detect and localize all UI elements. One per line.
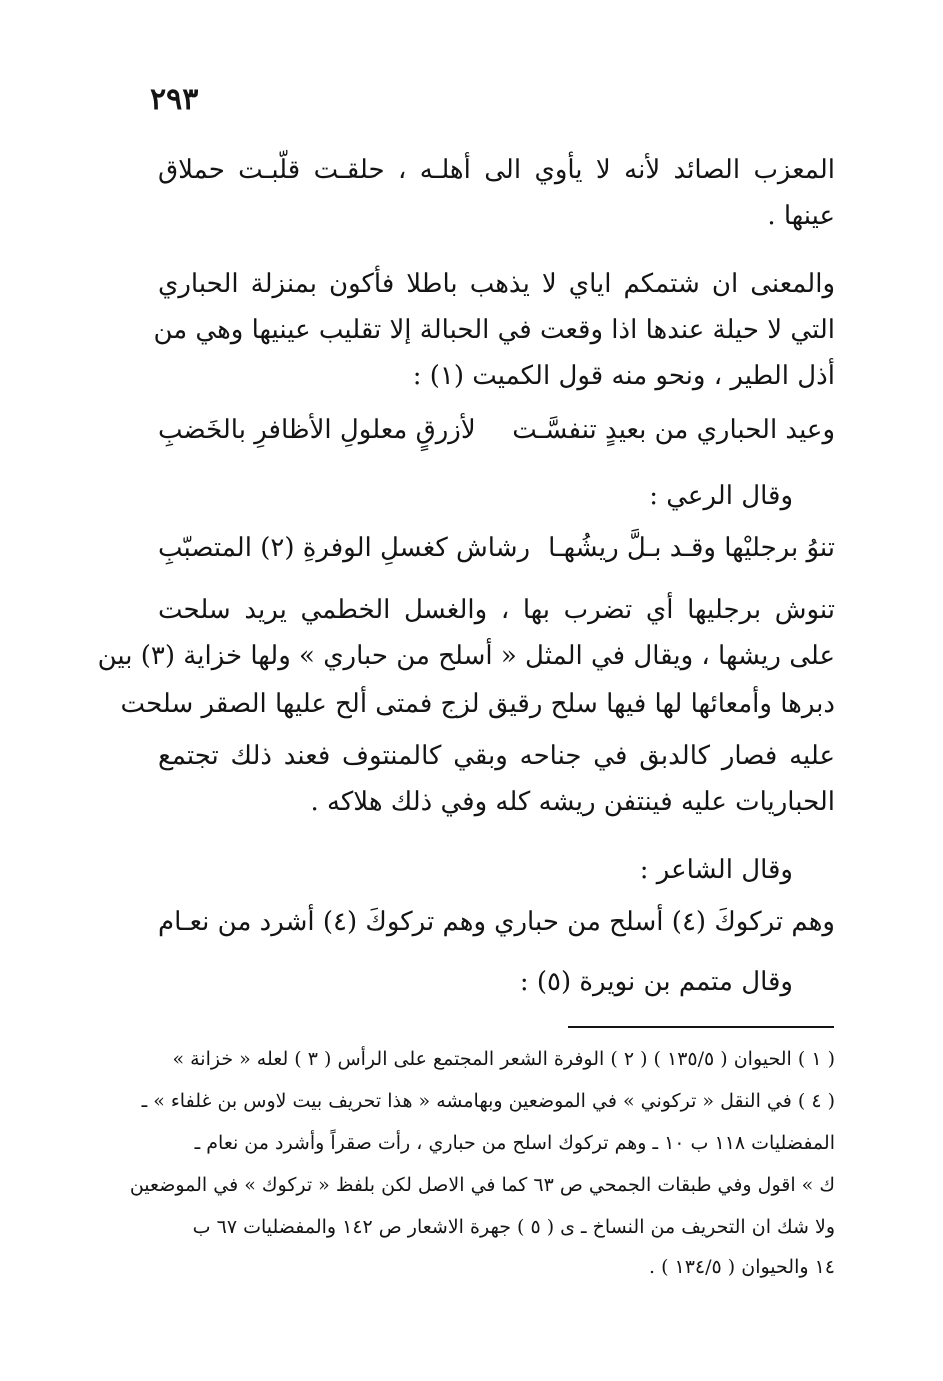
body-line: المعزب الصائد لأنه لا يأوي الى أهلـه ، حلقـت قلّبـت حملاق bbox=[158, 155, 835, 185]
commentary-line: عليه فصار كالدبق في جناحه وبقي كالمنتوف فعند ذلك تجتمع bbox=[158, 741, 835, 771]
verse-3-first-hemistich: وهم تركوكَ (٤) أسلح من حباري bbox=[494, 907, 835, 937]
body-line: التي لا حيلة عندها اذا وقعت في الحبالة إلا تقليب عينيها وهي من bbox=[153, 315, 835, 345]
verse-3-second-hemistich: وهم تركوكَ (٤) أشرد من نعـام bbox=[158, 907, 487, 937]
commentary-line: دبرها وأمعائها لها فيها سلح رقيق لزج فمتى ألح عليها الصقر سلحت bbox=[120, 689, 835, 719]
verse-intro: وقال متمم بن نويرة (٥) : bbox=[519, 967, 793, 997]
verse-2-first-hemistich: تنوُ برجليْها وقـد بـلَّ ريشُهـا bbox=[548, 533, 835, 563]
body-line: أذل الطير ، ونحو منه قول الكميت (١) : bbox=[412, 361, 835, 391]
verse-1-first-hemistich: وعيد الحباري من بعيدٍ تنفسَّـت bbox=[512, 415, 835, 445]
footnote-line: المفضليات ١١٨ ب ١٠ ـ وهم تركوك اسلح من حباري ، رأت صقراً وأشرد من نعام ـ bbox=[194, 1132, 835, 1154]
body-line: عينها . bbox=[767, 201, 835, 231]
verse-2-second-hemistich: رشاش كغسلِ الوفرةِ (٢) المتصبّبِ bbox=[158, 533, 531, 563]
footnote-line: ١٤ والحيوان ( ١٣٤/٥ ) . bbox=[648, 1256, 835, 1278]
verse-1-second-hemistich: لأزرقٍ معلولِ الأظافرِ بالخَضبِ bbox=[158, 415, 476, 445]
verse-2 bbox=[158, 528, 835, 568]
verse-intro: وقال الشاعر : bbox=[639, 855, 793, 885]
footnote-separator bbox=[568, 1026, 834, 1028]
verse-intro: وقال الرعي : bbox=[649, 481, 793, 511]
footnote-line: ( ١ ) الحيوان ( ١٣٥/٥ ) ( ٢ ) الوفرة الشعر المجتمع على الرأس ( ٣ ) لعله « خزانة » bbox=[172, 1048, 835, 1070]
page-number: ٢٩٣ bbox=[150, 82, 199, 117]
verse-1 bbox=[158, 410, 835, 450]
footnote-line: ولا شك ان التحريف من النساخ ـ ى ( ٥ ) جهرة الاشعار ص ١٤٢ والمفضليات ٦٧ ب bbox=[192, 1216, 835, 1238]
commentary-line: الحباريات عليه فينتفن ريشه كله وفي ذلك هلاكه . bbox=[310, 787, 835, 817]
body-line: والمعنى ان شتمكم اياي لا يذهب باطلا فأكون بمنزلة الحباري bbox=[158, 269, 835, 299]
verse-3 bbox=[158, 902, 835, 942]
commentary-line: تنوش برجليها أي تضرب بها ، والغسل الخطمي يريد سلحت bbox=[158, 595, 835, 625]
footnote-line: ( ٤ ) في النقل « تركوني » في الموضعين وبهامشه « هذا تحريف بيت لاوس بن غلفاء » ـ bbox=[141, 1090, 835, 1112]
footnote-line: ك » اقول وفي طبقات الجمحي ص ٦٣ كما في الاصل لكن بلفظ « تركوك » في الموضعين bbox=[129, 1174, 835, 1196]
commentary-line: على ريشها ، ويقال في المثل « أسلح من حباري » ولها خزاية (٣) بين bbox=[97, 641, 835, 671]
